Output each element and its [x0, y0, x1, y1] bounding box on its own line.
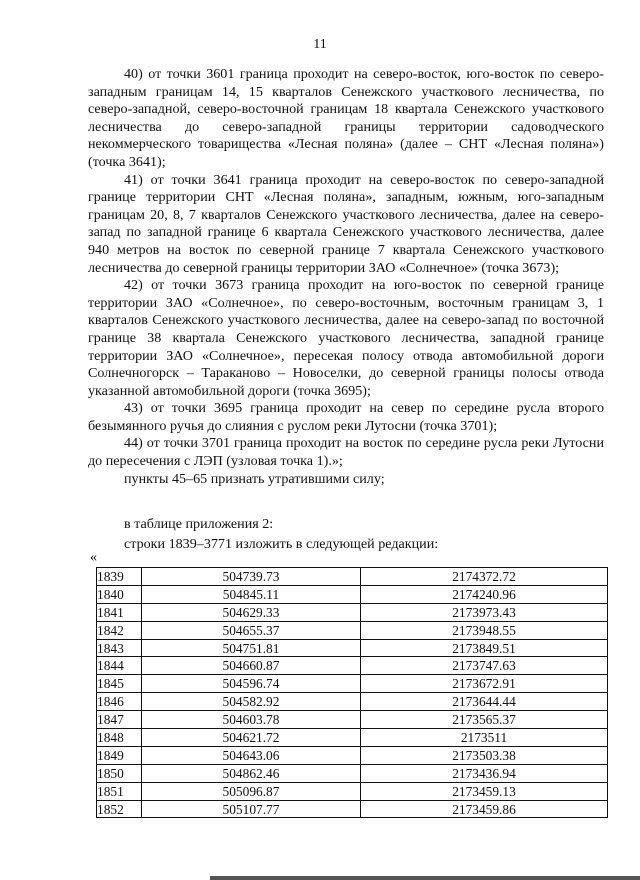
- point-number-cell: 1848: [97, 729, 142, 747]
- y-coordinate-cell: 2173948.55: [361, 621, 608, 639]
- table-row: [97, 764, 608, 782]
- table-intro: [124, 515, 438, 554]
- point-number-cell: 1846: [97, 693, 142, 711]
- x-coordinate-cell: 504655.37: [142, 621, 361, 639]
- table-row: [97, 693, 608, 711]
- table-row: [97, 729, 608, 747]
- table-row: [97, 800, 608, 818]
- point-number-cell: 1845: [97, 675, 142, 693]
- coordinates-table-body: [97, 568, 608, 818]
- x-coordinate-cell: 504660.87: [142, 657, 361, 675]
- paragraph-43: 43) от точки 3695 граница проходит на север по середине русла второго безымянного ручья до слияния с руслом реки Лутосни (точка 3701);: [88, 400, 604, 434]
- point-number-cell: 1847: [97, 711, 142, 729]
- table-row: [97, 585, 608, 603]
- y-coordinate-cell: 2173672.91: [361, 675, 608, 693]
- paragraph-42: 42) от точки 3673 граница проходит на юго-восток по северной границе территории ЗАО «Солнечное», по северо-восточным, восточным границам 3, 1 кварталов Сенежского участкового лесничества, далее на северо-запад по восточной границе 38 квартала Сенежского участкового лесничества, западной границе территории ЗАО «Солнечное», пересекая полосу отвода автомобильной дороги Солнечногорск – Тараканово – Новоселки, до северной границы полосы отвода указанной автомобильной дороги (точка 3695);: [88, 277, 604, 399]
- table-row: [97, 603, 608, 621]
- x-coordinate-cell: 504621.72: [142, 729, 361, 747]
- table-appendix-line: в таблице приложения 2:: [124, 516, 274, 532]
- y-coordinate-cell: 2173511: [361, 729, 608, 747]
- y-coordinate-cell: 2173459.86: [361, 800, 608, 818]
- point-number-cell: 1851: [97, 782, 142, 800]
- coordinates-table: [96, 567, 608, 818]
- x-coordinate-cell: 504629.33: [142, 603, 361, 621]
- table-row: [97, 657, 608, 675]
- y-coordinate-cell: 2173849.51: [361, 639, 608, 657]
- point-number-cell: 1850: [97, 764, 142, 782]
- point-number-cell: 1852: [97, 800, 142, 818]
- table-row: [97, 746, 608, 764]
- x-coordinate-cell: 504643.06: [142, 746, 361, 764]
- scan-edge-line: [210, 876, 640, 880]
- x-coordinate-cell: 504739.73: [142, 568, 361, 586]
- y-coordinate-cell: 2174240.96: [361, 585, 608, 603]
- y-coordinate-cell: 2173503.38: [361, 746, 608, 764]
- table-row: [97, 675, 608, 693]
- x-coordinate-cell: 504582.92: [142, 693, 361, 711]
- y-coordinate-cell: 2174372.72: [361, 568, 608, 586]
- point-number-cell: 1842: [97, 621, 142, 639]
- table-row: [97, 711, 608, 729]
- y-coordinate-cell: 2173747.63: [361, 657, 608, 675]
- point-number-cell: 1843: [97, 639, 142, 657]
- point-number-cell: 1839: [97, 568, 142, 586]
- items-invalid-note: пункты 45–65 признать утратившими силу;: [124, 470, 385, 487]
- y-coordinate-cell: 2173644.44: [361, 693, 608, 711]
- x-coordinate-cell: 505107.77: [142, 800, 361, 818]
- paragraph-44: 44) от точки 3701 граница проходит на восток по середине русла реки Лутосни до пересечения с ЛЭП (узловая точка 1).»;: [88, 435, 604, 470]
- table-row: [97, 782, 608, 800]
- y-coordinate-cell: 2173565.37: [361, 711, 608, 729]
- x-coordinate-cell: 504862.46: [142, 764, 361, 782]
- y-coordinate-cell: 2173459.13: [361, 782, 608, 800]
- point-number-cell: 1849: [97, 746, 142, 764]
- point-number-cell: 1841: [97, 603, 142, 621]
- x-coordinate-cell: 504603.78: [142, 711, 361, 729]
- paragraph-41: 41) от точки 3641 граница проходит на северо-восток по северо-западной границе территории СНТ «Лесная поляна», западным, южным, юго-западным границам 20, 8, 7 кварталов Сенежского участкового лесничества, далее на северо-запад по западной границе 6 квартала Сенежского участкового лесничества, далее 940 метров на восток по северной границе 7 квартала Сенежского участкового лесничества до северной границы территории ЗАО «Солнечное» (точка 3673);: [88, 171, 604, 276]
- x-coordinate-cell: 504596.74: [142, 675, 361, 693]
- table-row: [97, 621, 608, 639]
- x-coordinate-cell: 504751.81: [142, 639, 361, 657]
- paragraph-40: 40) от точки 3601 граница проходит на северо-восток, юго-восток по северо-западным границам 14, 15 кварталов Сенежского участкового лесничества, по северо-западной, северо-восточной границам 18 квартала Сенежского участкового лесничества до северо-западной границы территории садоводческого некоммерческого товарищества «Лесная поляна» (далее – СНТ «Лесная поляна») (точка 3641);: [88, 66, 604, 170]
- point-number-cell: 1844: [97, 657, 142, 675]
- x-coordinate-cell: 504845.11: [142, 585, 361, 603]
- rows-range-line: строки 1839–3771 изложить в следующей редакции:: [124, 535, 439, 552]
- y-coordinate-cell: 2173436.94: [361, 764, 608, 782]
- table-row: [97, 568, 608, 586]
- page-number: 11: [313, 37, 327, 52]
- x-coordinate-cell: 505096.87: [142, 782, 361, 800]
- open-quote: «: [90, 550, 97, 565]
- amendment-text: [88, 66, 604, 488]
- point-number-cell: 1840: [97, 585, 142, 603]
- y-coordinate-cell: 2173973.43: [361, 603, 608, 621]
- table-row: [97, 639, 608, 657]
